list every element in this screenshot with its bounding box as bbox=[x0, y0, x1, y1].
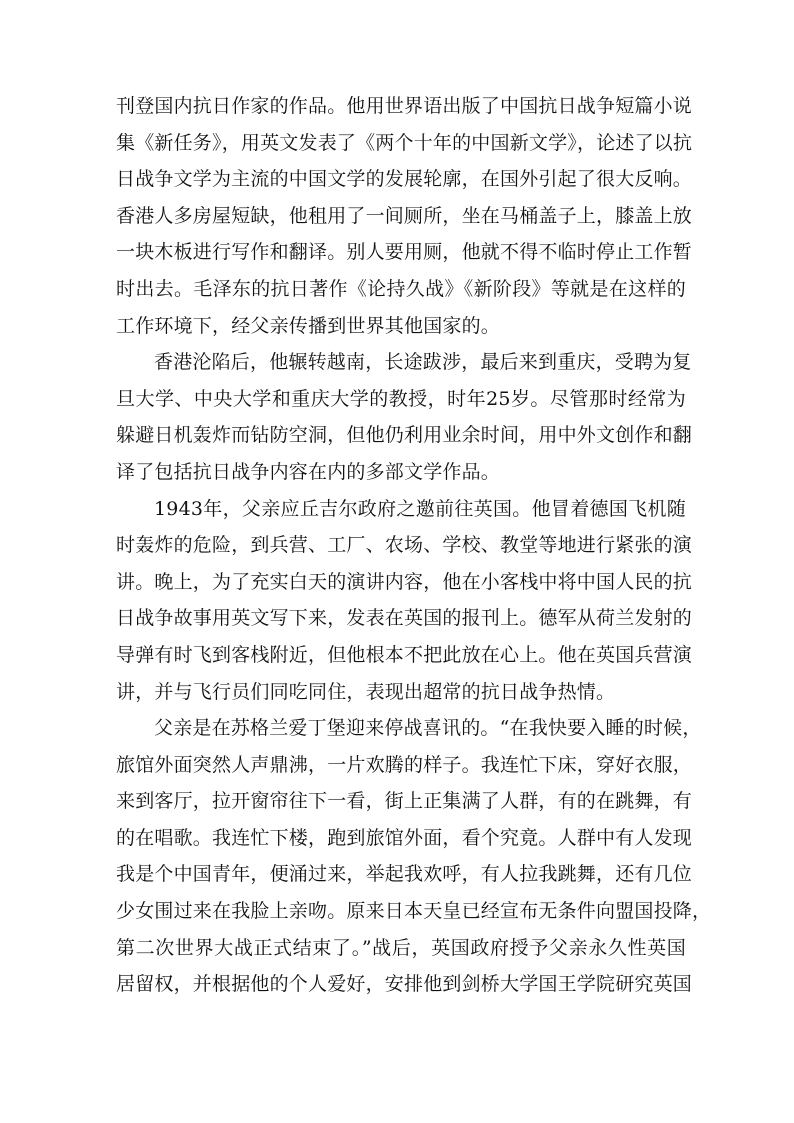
text-line: 工作环境下，经父亲传播到世界其他国家的。 bbox=[116, 314, 501, 337]
text-line: 日战争文学为主流的中国文学的发展轮廓，在国外引起了很大反响。 bbox=[116, 168, 693, 191]
text-line: 时出去。毛泽东的抗日著作《论持久战》《新阶段》等就是在这样的 bbox=[116, 277, 686, 300]
text-line: 导弹有时飞到客栈附近，但他根本不把此放在心上。他在英国兵营演 bbox=[116, 643, 693, 666]
text-line: 来到客厅，拉开窗帘往下一看，街上正集满了人群，有的在跳舞，有 bbox=[116, 790, 693, 813]
text-line: 日战争故事用英文写下来，发表在英国的报刊上。德军从荷兰发射的 bbox=[116, 607, 693, 630]
text-line: 我是个中国青年，便涌过来，举起我欢呼，有人拉我跳舞，还有几位 bbox=[116, 863, 693, 886]
text-line: 一块木板进行写作和翻译。别人要用厕，他就不得不临时停止工作暂 bbox=[116, 241, 693, 264]
text-line: 讲，并与飞行员们同吃同住，表现出超常的抗日战争热情。 bbox=[116, 680, 616, 703]
text-line: 的在唱歌。我连忙下楼，跑到旅馆外面，看个究竟。人群中有人发现 bbox=[116, 826, 693, 849]
text-line: 讲。晚上，为了充实白天的演讲内容，他在小客栈中将中国人民的抗 bbox=[116, 570, 693, 593]
document-page bbox=[116, 88, 712, 1003]
text-line: 少女围过来在我脸上亲吻。原来日本天皇已经宣布无条件向盟国投降， bbox=[116, 900, 712, 923]
text-line: 时轰炸的危险，到兵营、工厂、农场、学校、教堂等地进行紧张的演 bbox=[116, 534, 693, 557]
text-line: 躲避日机轰炸而钻防空洞，但他仍利用业余时间，用中外文创作和翻 bbox=[116, 424, 693, 447]
text-line: 旅馆外面突然人声鼎沸，一片欢腾的样子。我连忙下床，穿好衣服， bbox=[116, 753, 693, 776]
text-line: 集《新任务》，用英文发表了《两个十年的中国新文学》，论述了以抗 bbox=[116, 131, 693, 154]
text-line: 旦大学、中央大学和重庆大学的教授，时年25岁。尽管那时经常为 bbox=[116, 387, 686, 410]
paragraph-start-line: 1943年，父亲应丘吉尔政府之邀前往英国。他冒着德国飞机随 bbox=[154, 497, 686, 520]
text-line: 第二次世界大战正式结束了。”战后，英国政府授予父亲永久性英国 bbox=[116, 936, 686, 959]
text-line: 刊登国内抗日作家的作品。他用世界语出版了中国抗日战争短篇小说 bbox=[116, 95, 693, 117]
text-line: 香港人多房屋短缺，他租用了一间厕所，坐在马桶盖子上，膝盖上放 bbox=[116, 204, 693, 227]
text-line: 译了包括抗日战争内容在内的多部文学作品。 bbox=[116, 460, 501, 483]
text-line: 居留权，并根据他的个人爱好，安排他到剑桥大学国王学院研究英国 bbox=[116, 973, 693, 996]
paragraph-start-line: 香港沦陷后，他辗转越南，长途跋涉，最后来到重庆，受聘为复 bbox=[154, 351, 692, 374]
paragraph-start-line: 父亲是在苏格兰爱丁堡迎来停战喜讯的。“在我快要入睡的时候， bbox=[154, 717, 702, 740]
